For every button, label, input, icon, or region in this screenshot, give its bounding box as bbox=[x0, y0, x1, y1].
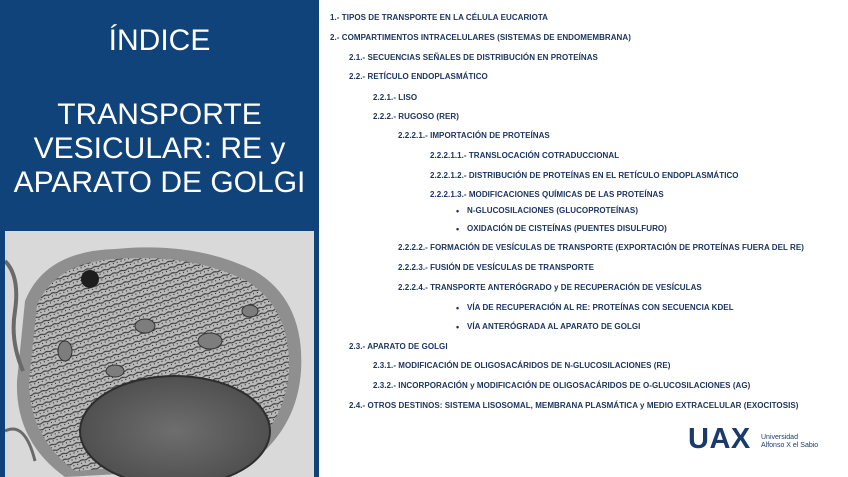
logo-wordmark bbox=[761, 434, 818, 450]
toc-item: 2.2.2.4.- TRANSPORTE ANTERÓGRADO y DE RECUPERACIÓN DE VESÍCULAS bbox=[398, 283, 702, 292]
logo-mark: UAX bbox=[688, 423, 751, 455]
toc-bullet-item: • VÍA DE RECUPERACIÓN AL RE: PROTEÍNAS CON SECUENCIA KDEL bbox=[467, 303, 734, 313]
subtitle-line: VESICULAR: RE y bbox=[33, 132, 286, 165]
toc-item: 2.1.- SECUENCIAS SEÑALES DE DISTRIBUCIÓN EN PROTEÍNAS bbox=[349, 53, 598, 62]
toc-item: 2.4.- OTROS DESTINOS: SISTEMA LISOSOMAL, MEMBRANA PLASMÁTICA y MEDIO EXTRACELULAR (EXOCITOSIS) bbox=[349, 401, 799, 410]
toc-bullet-item: • OXIDACIÓN DE CISTEÍNAS (PUENTES DISULFURO) bbox=[467, 224, 667, 234]
logo-line: Alfonso X el Sabio bbox=[761, 442, 819, 449]
subtitle-line: APARATO DE GOLGI bbox=[13, 166, 306, 199]
toc-item: 2.2.1.- LISO bbox=[373, 93, 418, 102]
index-title: ÍNDICE bbox=[108, 24, 211, 57]
title-panel bbox=[0, 0, 319, 477]
toc-bullet-item: • N-GLUCOSILACIONES (GLUCOPROTEÍNAS) bbox=[467, 206, 638, 216]
logo-line: Universidad bbox=[761, 434, 798, 441]
toc-item: 2.2.2.1.1.- TRANSLOCACIÓN COTRADUCCIONAL bbox=[430, 151, 620, 160]
toc-bullet-item: • VÍA ANTERÓGRADA AL APARATO DE GOLGI bbox=[467, 322, 640, 332]
toc-item: 2.2.2.- RUGOSO (RER) bbox=[373, 112, 459, 121]
subtitle-line: TRANSPORTE bbox=[57, 98, 262, 131]
toc-item: 2.- COMPARTIMENTOS INTRACELULARES (SISTEMAS DE ENDOMEMBRANA) bbox=[330, 33, 631, 42]
electron-micrograph-image bbox=[5, 231, 314, 477]
toc-item: 2.3.- APARATO DE GOLGI bbox=[349, 342, 448, 351]
toc-item: 2.3.2.- INCORPORACIÓN y MODIFICACIÓN DE OLIGOSACÁRIDOS DE O-GLUCOSILACIONES (AG) bbox=[373, 381, 751, 390]
toc-item: 2.2.2.3.- FUSIÓN DE VESÍCULAS DE TRANSPORTE bbox=[398, 263, 594, 272]
toc-item: 2.3.1.- MODIFICACIÓN DE OLIGOSACÁRIDOS DE N-GLUCOSILACIONES (RE) bbox=[373, 361, 671, 370]
toc-item: 2.2.- RETÍCULO ENDOPLASMÁTICO bbox=[349, 72, 488, 81]
toc-item: 2.2.2.2.- FORMACIÓN DE VESÍCULAS DE TRANSPORTE (EXPORTACIÓN DE PROTEÍNAS FUERA DEL RE) bbox=[398, 243, 804, 252]
toc-item: 2.2.2.1.- IMPORTACIÓN DE PROTEÍNAS bbox=[398, 131, 550, 140]
slide-subtitle bbox=[0, 98, 319, 200]
toc-item: 2.2.2.1.2.- DISTRIBUCIÓN DE PROTEÍNAS EN EL RETÍCULO ENDOPLASMÁTICO bbox=[430, 171, 739, 180]
toc-item: 1.- TIPOS DE TRANSPORTE EN LA CÉLULA EUCARIOTA bbox=[330, 13, 549, 22]
university-logo bbox=[688, 424, 838, 456]
toc-item: 2.2.2.1.3.- MODIFICACIONES QUÍMICAS DE LAS PROTEÍNAS bbox=[430, 190, 664, 199]
